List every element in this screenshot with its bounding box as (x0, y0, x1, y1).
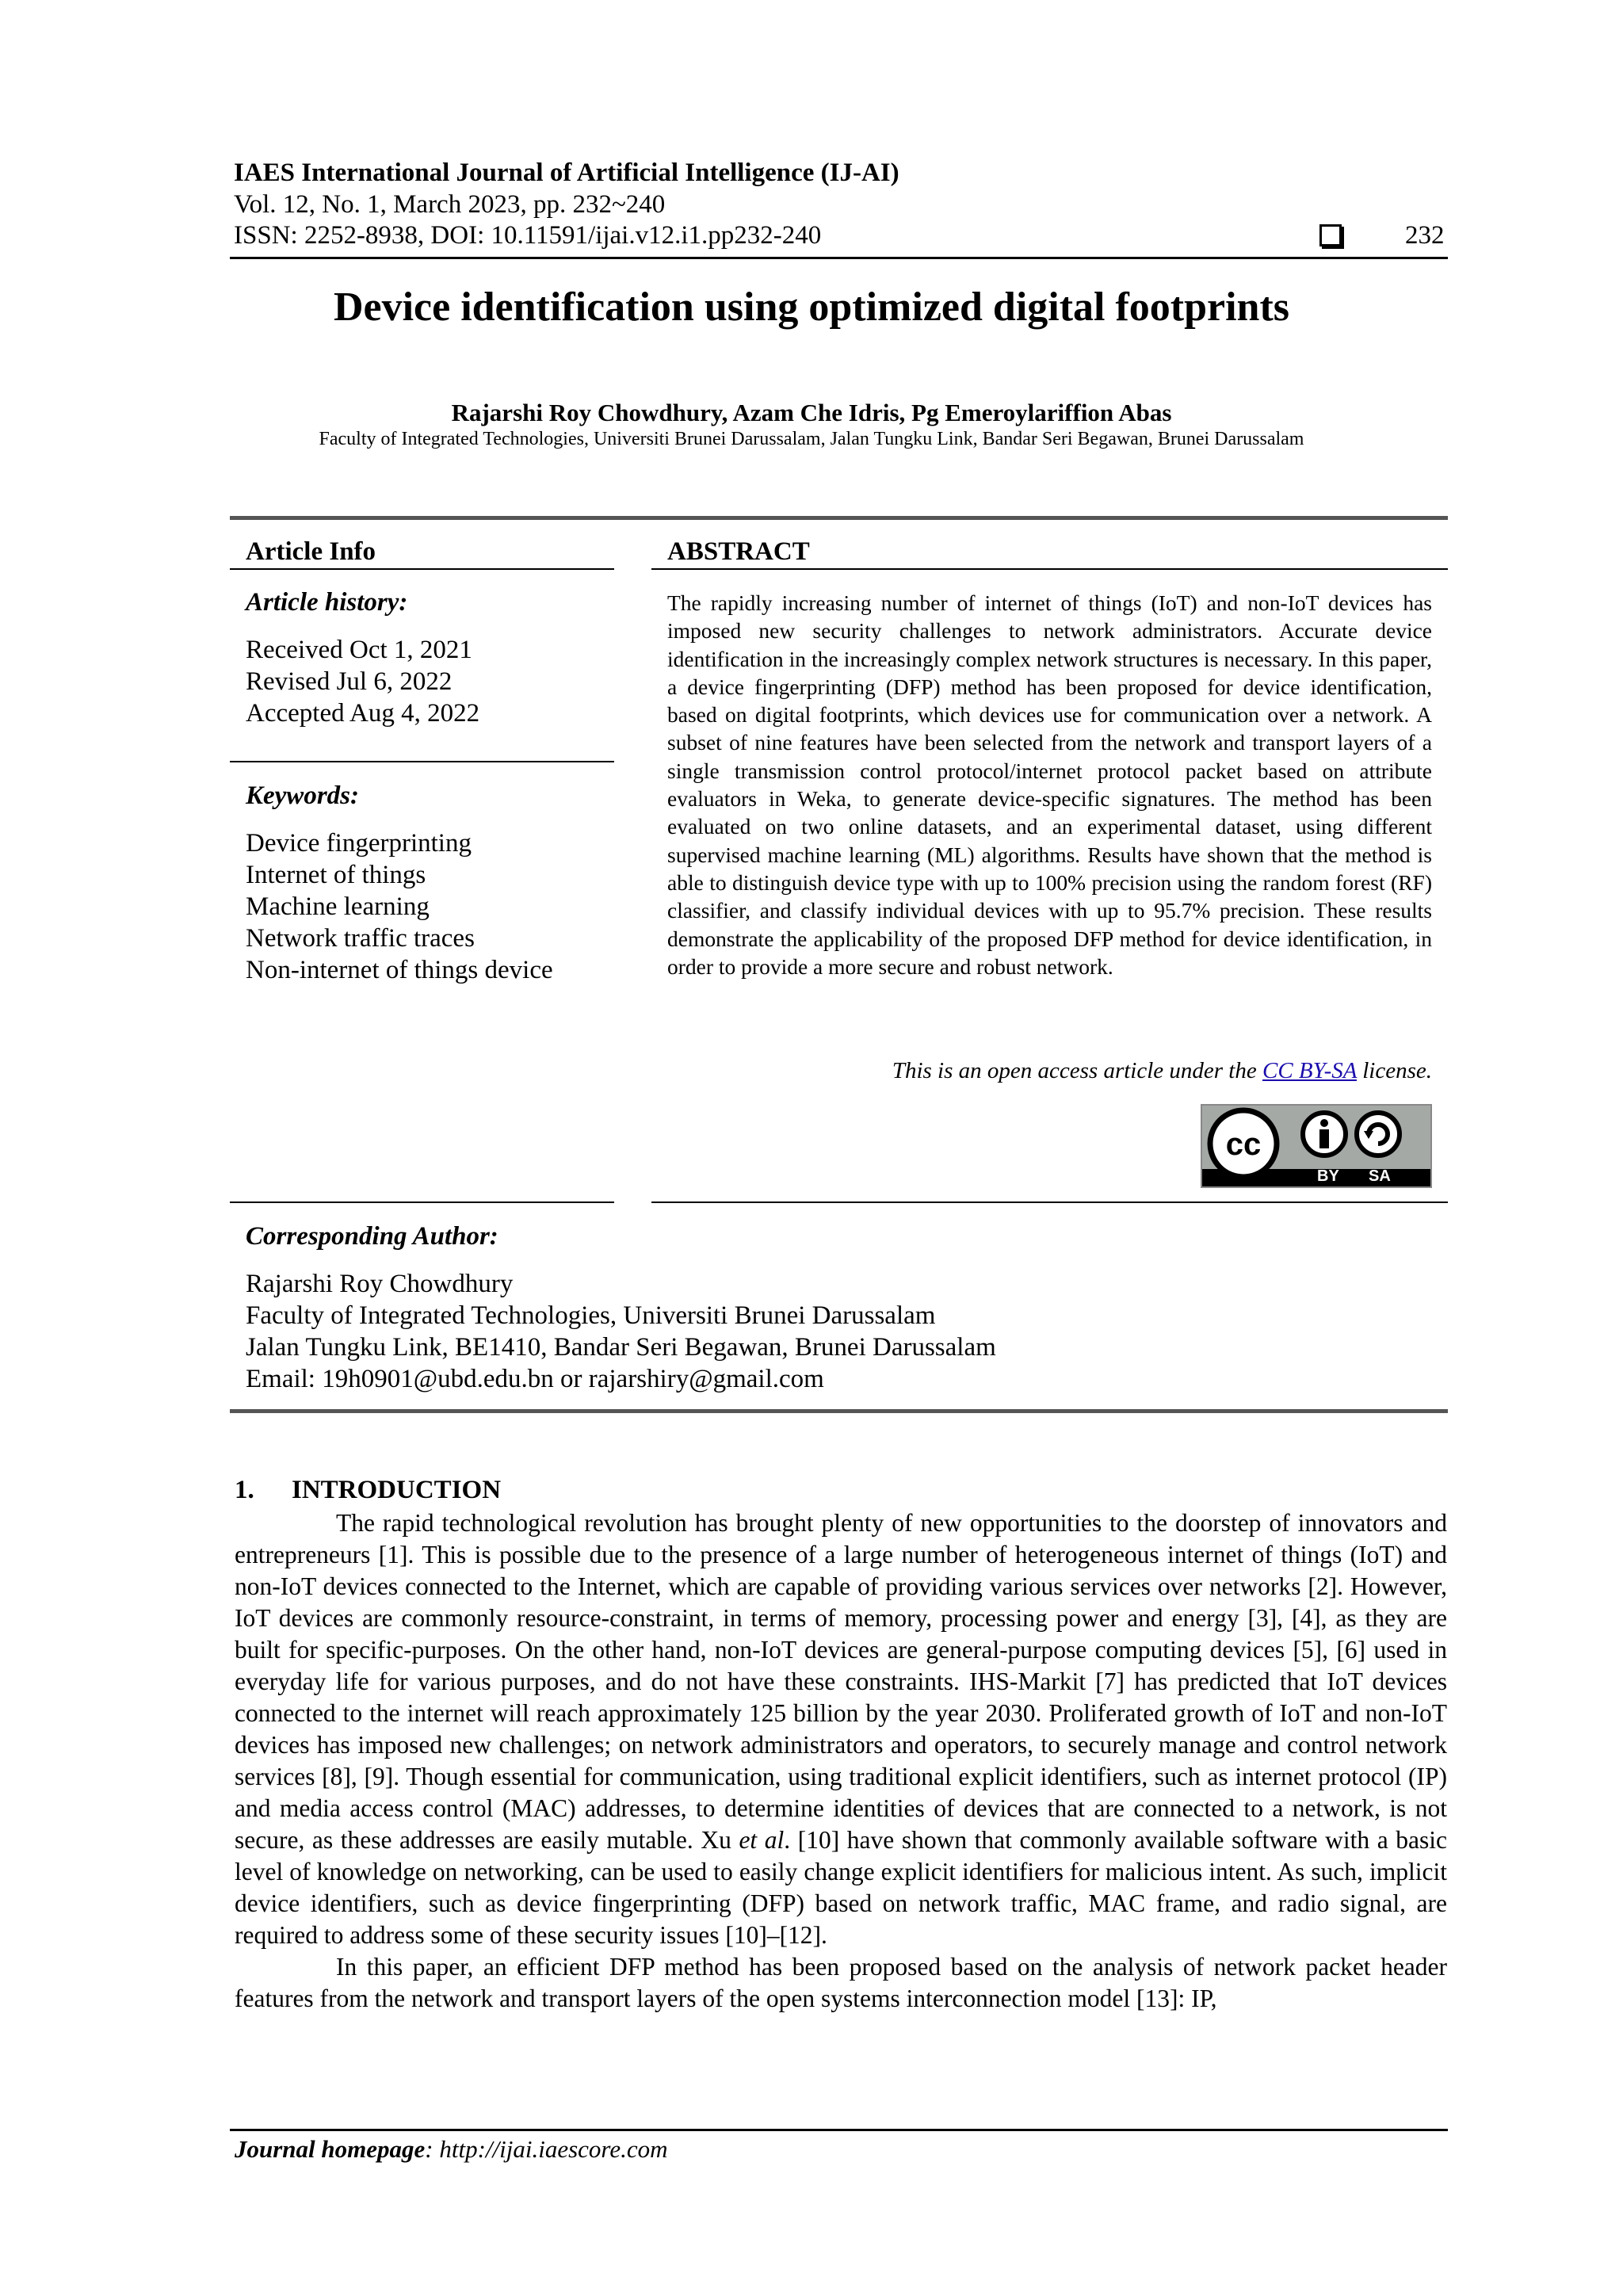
license-prefix: This is an open access article under the (892, 1058, 1262, 1083)
keyword-item: Device fingerprinting (246, 829, 472, 858)
intro-number: 1. (235, 1476, 254, 1504)
keyword-item: Internet of things (246, 861, 426, 889)
license-line (667, 1058, 1432, 1084)
license-suffix: license. (1356, 1058, 1432, 1083)
article-info-heading: Article Info (246, 537, 376, 566)
article-info-bottom-rule (230, 1201, 614, 1203)
badge-sa-label: SA (1369, 1167, 1391, 1185)
page-title: Device identification using optimized digital footprints (333, 285, 1290, 330)
history-revised: Revised Jul 6, 2022 (246, 667, 453, 696)
info-top-rule (230, 516, 1448, 520)
badge-by-label: BY (1317, 1167, 1339, 1185)
history-accepted: Accepted Aug 4, 2022 (246, 699, 480, 728)
info-bottom-rule (230, 1409, 1448, 1413)
authors: Rajarshi Roy Chowdhury, Azam Che Idris, Pg Emeroylariffion Abas (451, 399, 1172, 426)
history-received: Received Oct 1, 2021 (246, 636, 472, 664)
svg-text:cc: cc (1225, 1127, 1262, 1162)
abstract-rule (651, 568, 1448, 570)
keyword-item: Machine learning (246, 892, 430, 921)
intro-body (235, 1507, 1447, 2015)
journal-name: IAES International Journal of Artificial Intelligence (IJ-AI) (234, 159, 899, 187)
keyword-item: Non-internet of things device (246, 956, 553, 984)
journal-volume: Vol. 12, No. 1, March 2023, pp. 232~240 (234, 190, 666, 219)
abstract-heading: ABSTRACT (667, 537, 810, 566)
abstract-text: The rapidly increasing number of internet of things (IoT) and non-IoT devices has imposed new security challenges to network administrators. Accurate device identification in the increasingly complex network structures is necessary. In this paper, a device fingerprinting (DFP) method has been proposed for device identification, based on digital footprints, which devices use for communication over a network. A subset of nine features have been selected from the network and transport layers of a single transmission control protocol/internet protocol packet based on attribute evaluators in Weka, to generate device-specific signatures. The method has been evaluated on two online datasets, and an experimental dataset, using different supervised machine learning (ML) algorithms. Results have shown that the method is able to distinguish device type with up to 100% precision using the random forest (RF) classifier, and classify individual devices with up to 95.7% precision. These results demonstrate the applicability of the proposed DFP method for device identification, in order to provide a more secure and robust network. (667, 590, 1432, 979)
cc-logo-icon (1202, 1106, 1430, 1186)
cc-by-sa-badge[interactable] (1201, 1104, 1432, 1188)
corresponding-dept: Faculty of Integrated Technologies, Universiti Brunei Darussalam (246, 1301, 936, 1330)
intro-paragraph-1: The rapid technological revolution has brought plenty of new opportunities to the doorstep of innovators and entrepreneurs [1]. This is possible due to the presence of a large number of heterogeneous internet of things (IoT) and non-IoT devices connected to the Internet, which are capable of providing various services over networks [2]. However, IoT devices are commonly resource-constraint, in terms of memory, processing power and energy [3], [4], as they are built for specific-purposes. On the other hand, non-IoT devices are general-purpose computing devices [5], [6] used in everyday life for various purposes, and do not have these constraints. IHS-Markit [7] has predicted that IoT devices connected to the internet will reach approximately 125 billion by the year 2030. Proliferated growth of IoT and non-IoT devices has imposed new challenges; on network administrators and operators, to securely manage and control network services [8], [9]. Though essential for communication, using traditional explicit identifiers, such as internet protocol (IP) and media access control (MAC) addresses, to determine identities of devices that are connected to a network, is not secure, as these addresses are easily mutable. Xu et al. [10] have shown that commonly available software with a basic level of knowledge on networking, can be used to easily change explicit identifiers for malicious intent. As such, implicit device identifiers, such as device fingerprinting (DFP) based on network traffic, MAC frame, and radio signal, are required to address some of these security issues [10]–[12]. (235, 1509, 1447, 1949)
abstract-bottom-rule (651, 1201, 1448, 1203)
footer-rule (230, 2129, 1448, 2131)
checkbox-icon (1319, 224, 1342, 246)
footer-url[interactable]: : http://ijai.iaescore.com (425, 2135, 668, 2163)
license-link[interactable]: CC BY-SA (1262, 1058, 1357, 1083)
keywords-label: Keywords: (246, 781, 359, 810)
keywords-rule (230, 761, 614, 762)
intro-heading: INTRODUCTION (292, 1476, 502, 1504)
page-number: 232 (1405, 221, 1445, 250)
footer (235, 2135, 667, 2164)
keyword-item: Network traffic traces (246, 924, 475, 953)
article-history-label: Article history: (246, 588, 408, 617)
corresponding-name: Rajarshi Roy Chowdhury (246, 1270, 514, 1298)
intro-paragraph-2: In this paper, an efficient DFP method has been proposed based on the analysis of network packet header features from the network and transport layers of the open systems interconnection model [13]: IP, (235, 1953, 1447, 2012)
header-rule (230, 257, 1448, 259)
corresponding-address: Jalan Tungku Link, BE1410, Bandar Seri Begawan, Brunei Darussalam (246, 1333, 996, 1362)
corresponding-email: Email: 19h0901@ubd.edu.bn or rajarshiry@gmail.com (246, 1365, 824, 1393)
corresponding-author-label: Corresponding Author: (246, 1222, 498, 1251)
affiliation: Faculty of Integrated Technologies, Universiti Brunei Darussalam, Jalan Tungku Link, Bandar Seri Begawan, Brunei Darussalam (319, 429, 1304, 449)
article-info-rule (230, 568, 614, 570)
journal-issn: ISSN: 2252-8938, DOI: 10.11591/ijai.v12.i1.pp232-240 (234, 221, 822, 250)
footer-label: Journal homepage (235, 2135, 426, 2163)
